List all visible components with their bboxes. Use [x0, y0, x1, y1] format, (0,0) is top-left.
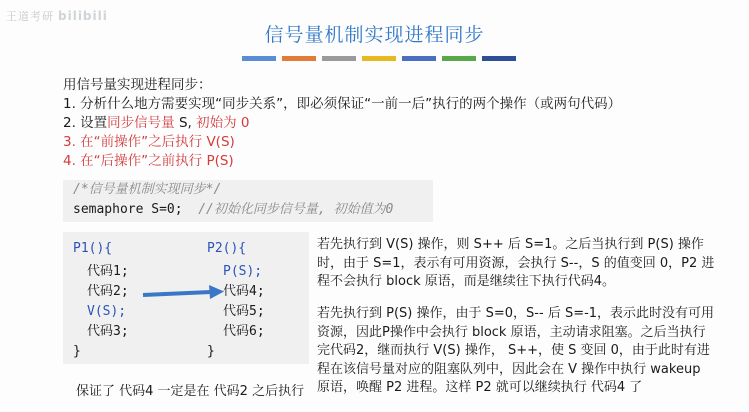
- steps-list: [63, 76, 621, 171]
- p1-line: V(S);: [87, 304, 127, 319]
- step-1: 1. 分析什么地方需要实现“同步关系”，即必须保证“一前一后”执行的两个操作（或两句代码）: [63, 96, 622, 112]
- code-statement-line: [63, 200, 433, 220]
- p2-line: 代码6;: [223, 324, 265, 339]
- color-segment: [322, 56, 356, 61]
- p1-line: 代码3;: [87, 324, 129, 339]
- p2-line: 代码5;: [223, 304, 265, 319]
- color-segment: [362, 56, 396, 61]
- page-title: 信号量机制实现进程同步: [264, 24, 485, 46]
- p2-line: P(S);: [223, 264, 263, 279]
- steps-heading: 用信号量实现进程同步：: [63, 77, 212, 93]
- code-inline-comment: //初始化同步信号量, 初始值为0: [198, 202, 394, 217]
- p2-header: P2(){: [207, 241, 247, 256]
- step-2: [63, 114, 621, 133]
- bilibili-logo: bilibili: [58, 9, 108, 23]
- color-segment: [482, 56, 516, 61]
- color-segment: [442, 56, 476, 61]
- arrow-icon: [141, 281, 226, 305]
- p1-line: 代码2;: [87, 284, 129, 299]
- step-3: 3. 在“前操作”之后执行 V(S): [63, 134, 235, 150]
- semaphore-declaration-code: [63, 180, 433, 222]
- explanation-paragraph-2: 若先执行到 P(S) 操作，由于 S=0，S-- 后 S=-1，表示此时没有可用资源，因此P操作中会执行 block 原语，主动请求阻塞。之后当执行完代码2，继而执行 V(S) 操作， S++，使 S 变回 0，由于此时有进程在该信号量对应的阻塞队列中，因此会在 V 操作中执行 wakeup 原语，唤醒 P2 进程。这样 P2 就可以继续执行 代码4 了: [317, 306, 715, 395]
- color-segment: [402, 56, 436, 61]
- p1-header: P1(){: [73, 241, 113, 256]
- code-statement: semaphore S=0;: [73, 202, 183, 217]
- color-segment: [282, 56, 316, 61]
- step-2-mid: S,: [174, 115, 197, 131]
- watermark-text: 王道考研: [6, 10, 54, 23]
- step-4: 4. 在“后操作”之前执行 P(S): [63, 153, 234, 169]
- p2-line: 代码4;: [223, 284, 265, 299]
- p1-line: 代码1;: [87, 264, 129, 279]
- step-2-highlight: 同步信号量: [107, 115, 175, 131]
- title-color-bar: [242, 56, 516, 61]
- step-2-prefix: 2. 设置: [63, 115, 108, 131]
- caption: 保证了 代码4 一定是在 代码2 之后执行: [76, 384, 305, 399]
- p2-close: }: [207, 344, 215, 359]
- explanation-paragraph-1: 若先执行到 V(S) 操作，则 S++ 后 S=1。之后当执行到 P(S) 操作时，由于 S=1，表示有可用资源，会执行 S--，S 的值变回 0，P2 进程不会执行 block 原语，而是继续往下执行代码4。: [317, 237, 715, 289]
- color-segment: [242, 56, 276, 61]
- p1-close: }: [73, 344, 81, 359]
- step-2-init: 初始为 0: [196, 115, 250, 131]
- code-comment: /*信号量机制实现同步*/: [73, 182, 222, 197]
